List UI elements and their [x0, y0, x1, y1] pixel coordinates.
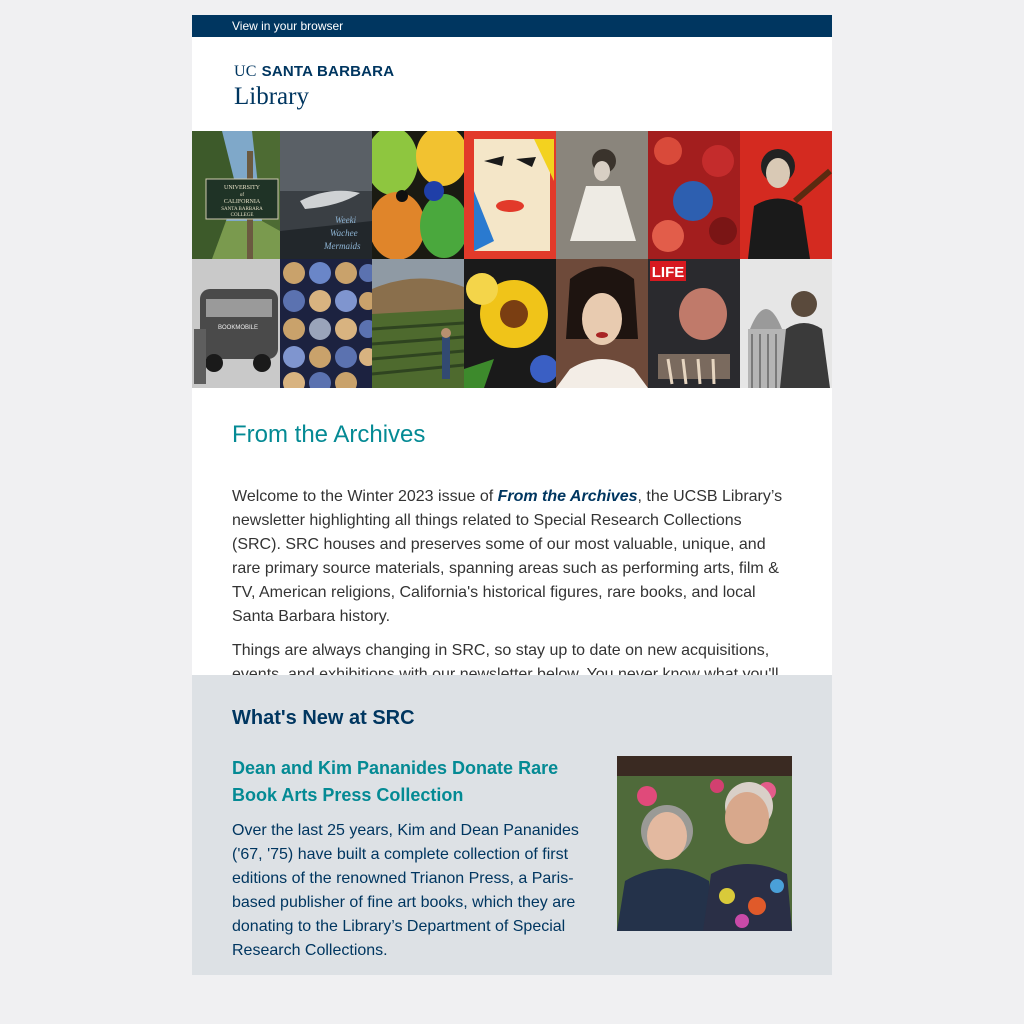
red-dancers-photo [648, 131, 740, 259]
logo-santa-barbara-text: SANTA BARBARA [261, 63, 395, 80]
weeki-text-3: Mermaids [324, 241, 361, 251]
intro-section [192, 388, 832, 675]
sign-text-3: CALIFORNIA [223, 199, 261, 205]
pananides-photo[interactable] [617, 756, 792, 931]
intro-p1-before: Welcome to the Winter 2023 issue of [232, 488, 498, 505]
logo-uc-text: UC [234, 63, 257, 80]
ucsb-logo[interactable] [234, 63, 394, 81]
header [192, 37, 832, 131]
article-body: Over the last 25 years, Kim and Dean Pananides ('67, '75) have built a complete collection of first editions of the renowned Trianon Press, a Paris-based publisher of fine art books, which they are donating to the Library’s Department of Special Research Collections. [232, 822, 579, 959]
newsletter-title: From the Archives [232, 421, 426, 448]
sign-text-4: SANTA BARBARA [221, 207, 263, 212]
bookmobile-photo [192, 259, 280, 388]
butterfly-wing-art [372, 131, 464, 259]
banner-mosaic [192, 131, 832, 388]
capitol-man-photo [740, 259, 832, 388]
article-title-link[interactable]: Dean and Kim Pananides Donate Rare Book Arts Press Collection [232, 758, 559, 805]
intro-paragraph-2: Things are always changing in SRC, so stay up to date on new acquisitions, [232, 642, 770, 659]
sign-text-1: UNIVERSITY [224, 185, 260, 191]
sunflower-art [464, 259, 556, 388]
bookmobile-text: BOOKMOBILE [217, 325, 259, 331]
wax-cylinders-photo [280, 259, 372, 388]
view-in-browser-link[interactable]: View in your browser [232, 19, 344, 33]
top-bar [192, 15, 832, 37]
logo-library-text: Library [234, 83, 309, 110]
email-container [192, 15, 832, 975]
sign-text-5: COLLEGE [230, 213, 254, 218]
newsletter-name-emphasis: From the Archives [497, 488, 638, 505]
sign-text-2: of [239, 193, 245, 198]
ballerina-photo [556, 131, 648, 259]
vintage-portrait-painting [556, 259, 648, 388]
whats-new-heading: What's New at SRC [232, 707, 415, 729]
life-logo-text: LIFE [651, 264, 685, 281]
weeki-text-1: Weeki [335, 215, 357, 225]
vineyard-photo [372, 259, 464, 388]
weeki-text-2: Wachee [330, 228, 358, 238]
campus-sign-photo [192, 131, 280, 259]
life-magazine-cover [648, 259, 740, 388]
intro-p1-after: , the UCSB Library’s newsletter highlighting all things related to Special Research Collections (SRC). SRC houses and preserves some of our most valuable, unique, and rare primary source materials, spanning areas such as performing arts, film & TV, American religions, California's historical figures, rare books, and local Santa Barbara history. [232, 488, 783, 625]
whats-new-section [192, 675, 832, 975]
intro-paragraph-1 [232, 485, 792, 629]
violinist-photo [740, 131, 832, 259]
weeki-wachee-photo [280, 131, 372, 259]
pop-art-face [464, 131, 556, 259]
